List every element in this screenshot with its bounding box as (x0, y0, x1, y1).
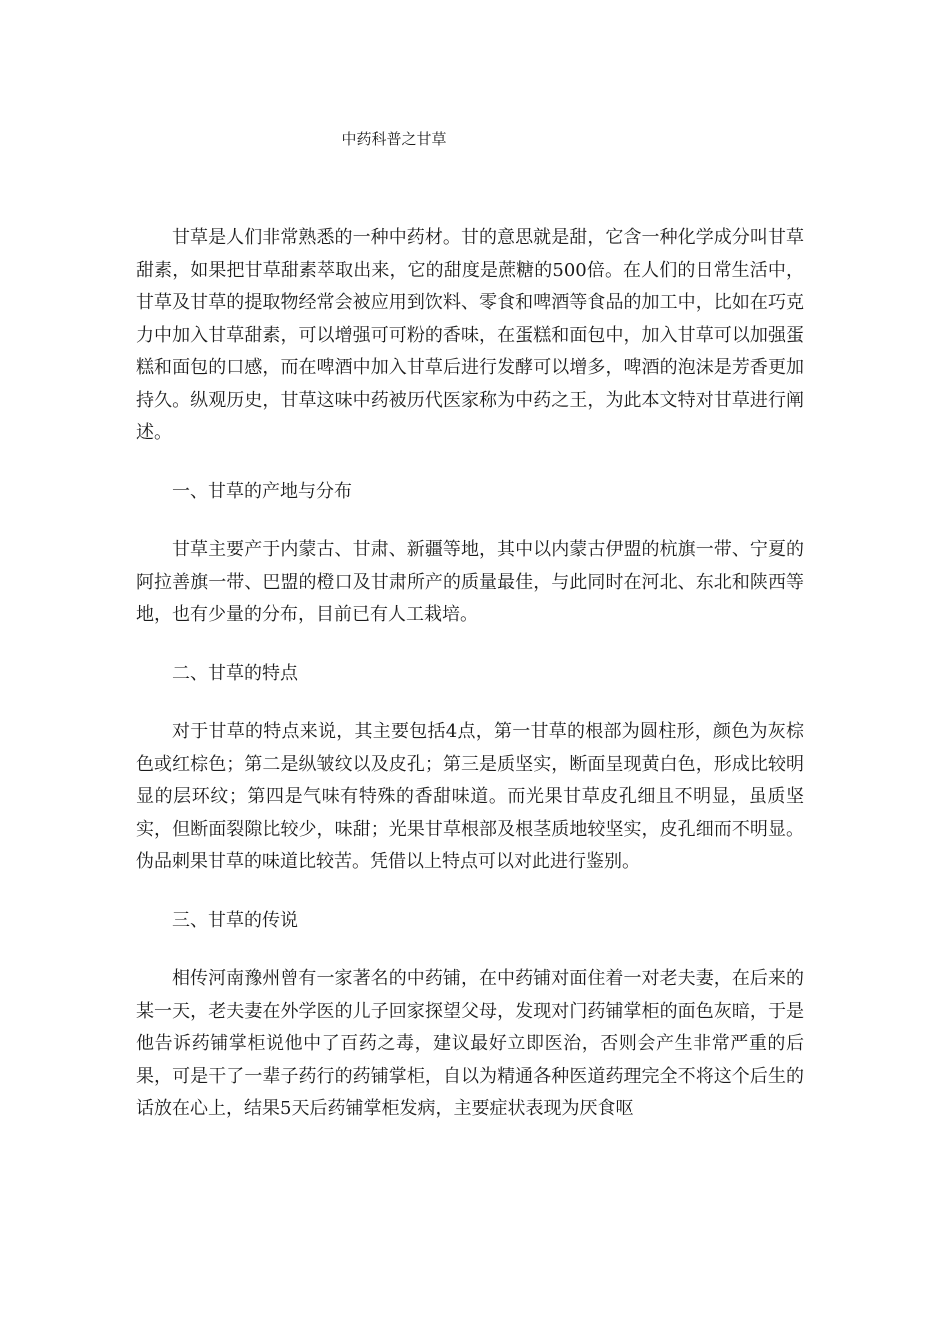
document-title: 中药科普之甘草 (341, 130, 447, 148)
intro-paragraph: 甘草是人们非常熟悉的一种中药材。甘的意思就是甜，它含一种化学成分叫甘草甜素，如果把甘草甜素萃取出来，它的甜度是蔗糖的500倍。在人们的日常生活中，甘草及甘草的提取物经常会被应用到饮料、零食和啤酒等食品的加工中，比如在巧克力中加入甘草甜素，可以增强可可粉的香味，在蛋糕和面包中，加入甘草可以加强蛋糕和面包的口感，而在啤酒中加入甘草后进行发酵可以增多，啤酒的泡沫是芳香更加持久。纵观历史，甘草这味中药被历代医家称为中药之王，为此本文特对甘草进行阐述。 (136, 227, 804, 443)
document-body (136, 222, 804, 1152)
section-text-origin: 甘草主要产于内蒙古、甘肃、新疆等地，其中以内蒙古伊盟的杭旗一带、宁夏的阿拉善旗一带、巴盟的橙口及甘肃所产的质量最佳，与此同时在河北、东北和陕西等地，也有少量的分布，目前已有人工栽培。 (136, 539, 804, 625)
section-heading-legend: 三、甘草的传说 (172, 909, 298, 931)
section-text-legend: 相传河南豫州曾有一家著名的中药铺，在中药铺对面住着一对老夫妻，在后来的某一天，老夫妻在外学医的儿子回家探望父母，发现对门药铺掌柜的面色灰暗，于是他告诉药铺掌柜说他中了百药之毒，建议最好立即医治，否则会产生非常严重的后果，可是干了一辈子药行的药铺掌柜，自以为精通各种医道药理完全不将这个后生的话放在心上，结果5天后药铺掌柜发病，主要症状表现为厌食呕 (136, 968, 804, 1119)
section-heading-origin: 一、甘草的产地与分布 (172, 480, 352, 502)
section-text-features: 对于甘草的特点来说，其主要包括4点，第一甘草的根部为圆柱形，颜色为灰棕色或红棕色；第二是纵皱纹以及皮孔；第三是质坚实，断面呈现黄白色，形成比较明显的层环纹；第四是气味有特殊的香甜味道。而光果甘草皮孔细且不明显，虽质坚实，但断面裂隙比较少，味甜；光果甘草根部及根茎质地较坚实，皮孔细而不明显。伪品刺果甘草的味道比较苦。凭借以上特点可以对此进行鉴别。 (136, 721, 804, 872)
section-heading-features: 二、甘草的特点 (172, 662, 298, 684)
